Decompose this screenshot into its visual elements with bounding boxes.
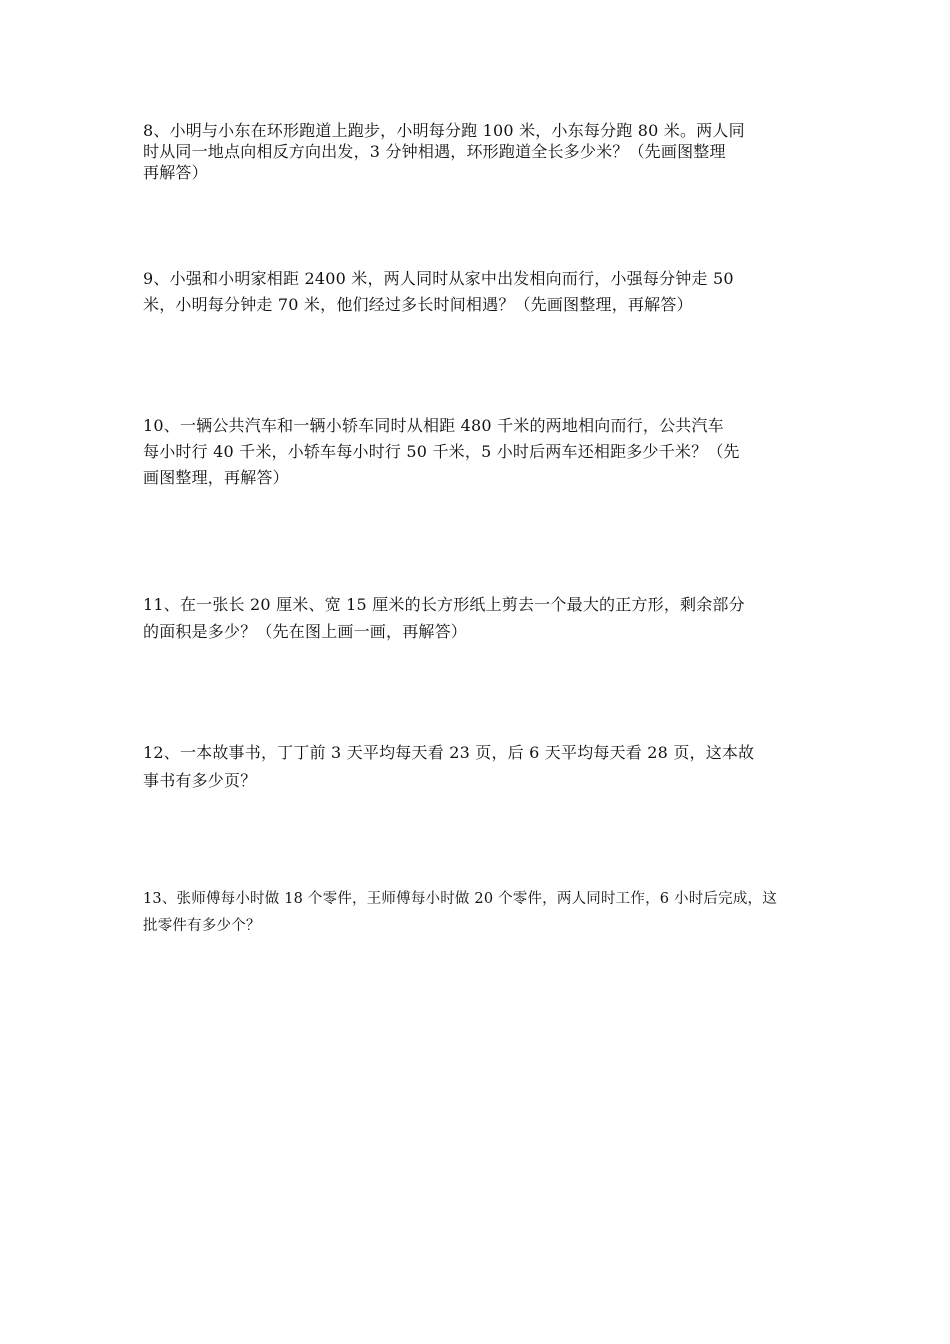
- question-13: [143, 886, 811, 940]
- question-text-line: 10、一辆公共汽车和一辆小轿车同时从相距 480 千米的两地相向而行，公共汽车: [143, 416, 724, 435]
- question-10: [143, 413, 811, 491]
- question-9: [143, 266, 811, 318]
- question-text-line: 9、小强和小明家相距 2400 米，两人同时从家中出发相向而行，小强每分钟走 50: [143, 269, 734, 288]
- question-text-line: 时从同一地点向相反方向出发，3 分钟相遇，环形跑道全长多少米？（先画图整理: [143, 142, 726, 161]
- question-text-line: 8、小明与小东在环形跑道上跑步，小明每分跑 100 米，小东每分跑 80 米。两人同: [143, 121, 745, 140]
- question-text-line: 每小时行 40 千米，小轿车每小时行 50 千米，5 小时后两车还相距多少千米？（先: [143, 442, 740, 461]
- question-text-line: 11、在一张长 20 厘米、宽 15 厘米的长方形纸上剪去一个最大的正方形，剩余部分: [143, 595, 745, 614]
- question-text-line: 的面积是多少？（先在图上画一画，再解答）: [143, 622, 468, 641]
- question-text-line: 批零件有多少个？: [143, 918, 261, 934]
- question-text-line: 事书有多少页？: [143, 771, 257, 790]
- question-text-line: 再解答）: [143, 163, 208, 182]
- question-8: [143, 120, 811, 183]
- question-text-line: 米，小明每分钟走 70 米，他们经过多长时间相遇？（先画图整理，再解答）: [143, 295, 693, 314]
- question-text-line: 13、张师傅每小时做 18 个零件，王师傅每小时做 20 个零件，两人同时工作，6 小时后完成，这: [143, 891, 777, 907]
- question-12: [143, 739, 811, 795]
- question-11: [143, 591, 811, 645]
- question-text-line: 画图整理，再解答）: [143, 468, 289, 487]
- question-text-line: 12、一本故事书，丁丁前 3 天平均每天看 23 页，后 6 天平均每天看 28 页，这本故: [143, 743, 755, 762]
